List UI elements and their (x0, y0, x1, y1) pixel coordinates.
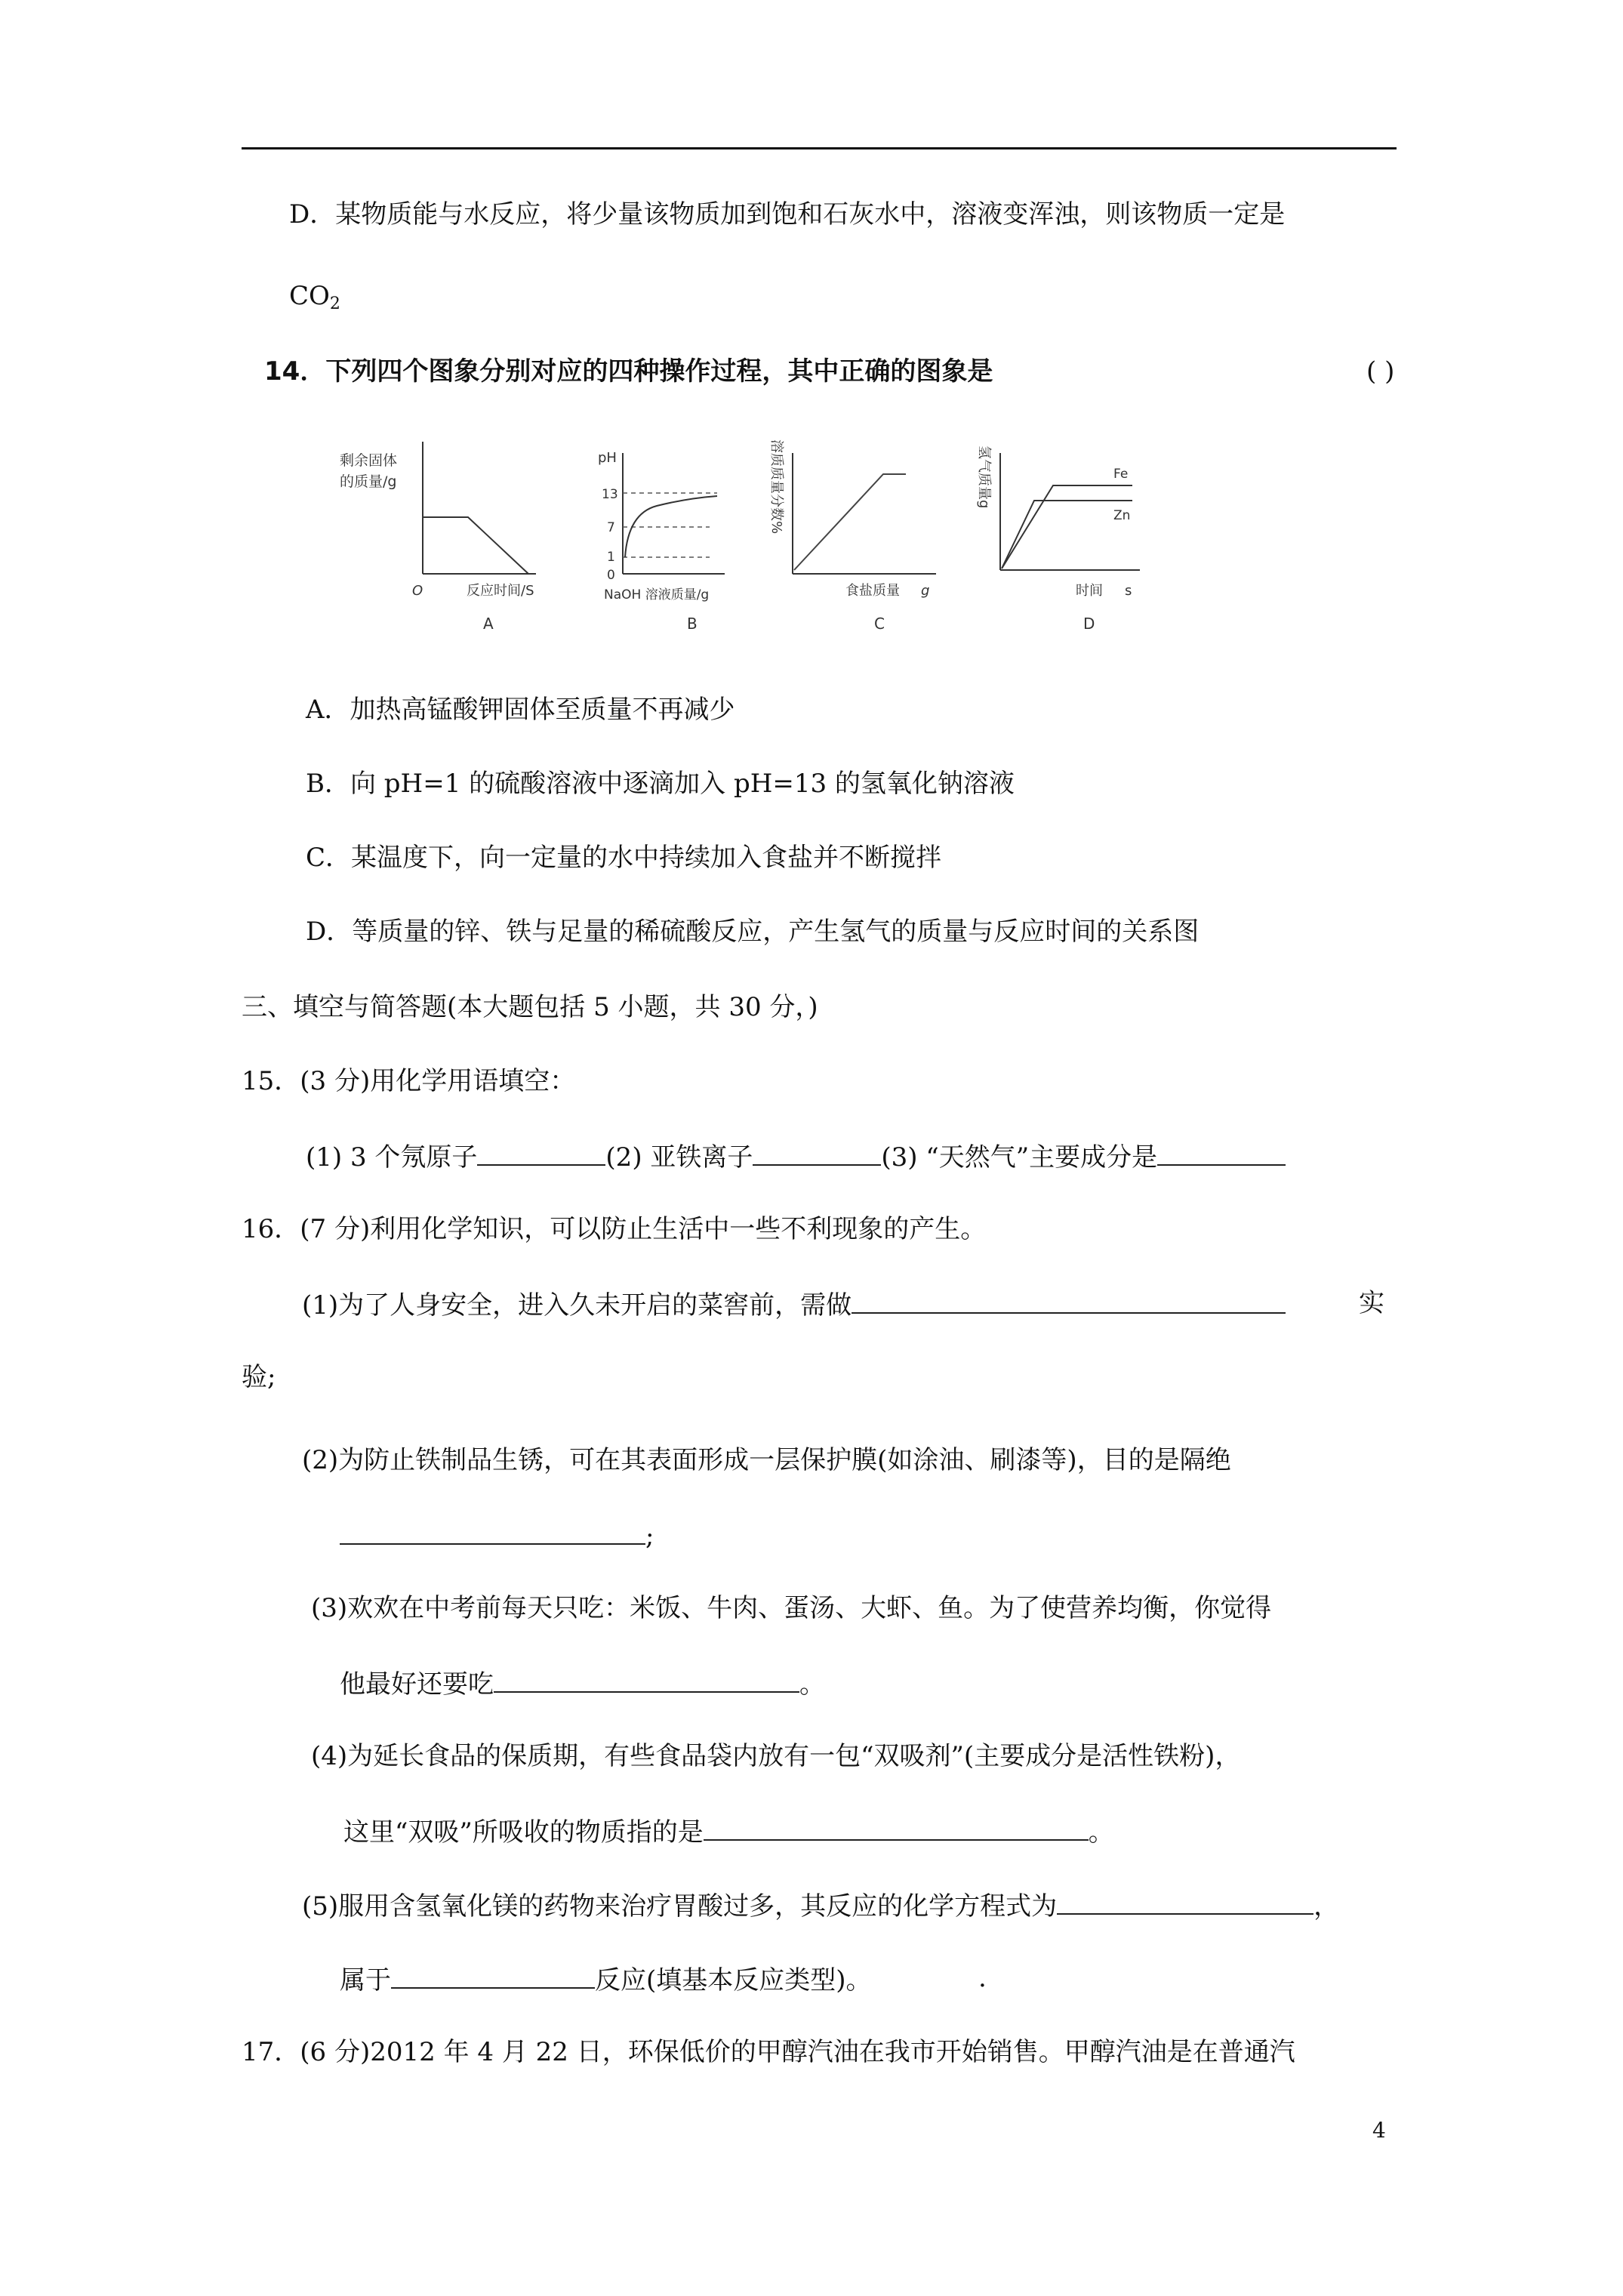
figure-d-series-zn: Zn (1113, 508, 1131, 523)
figure-a-curve (423, 517, 528, 574)
q15-part-3: (3) “天然气”主要成分是 (881, 1142, 1158, 1173)
q16-blank-6[interactable] (391, 1962, 595, 1989)
figure-b-xlabel: NaOH 溶液质量/g (604, 587, 710, 603)
q16-part-5 (302, 1888, 1339, 1923)
figure-c-curve (794, 474, 906, 570)
figure-d-caption: D (1083, 615, 1095, 633)
figure-c-caption: C (874, 615, 885, 633)
q16-part-4: (4)为延长食品的保质期，有些食品袋内放有一包“双吸剂”(主要成分是活性铁粉)， (311, 1741, 1241, 1771)
figure-b-ylabel: pH (598, 450, 617, 466)
figure-a (340, 442, 536, 633)
q16-stem: 16．(7 分)利用化学知识，可以防止生活中一些不利现象的产生。 (242, 1214, 987, 1244)
q15-part-2: (2) 亚铁离子 (605, 1142, 753, 1173)
q15-blank-2[interactable] (753, 1139, 881, 1166)
figure-c-xunit: g (921, 583, 930, 599)
q16-p5-type: 反应(填基本反应类型)。 (595, 1965, 872, 1996)
q16-part-5-line2 (340, 1962, 872, 1997)
figure-b-tick-13: 13 (602, 487, 618, 502)
q15-blank-1[interactable] (477, 1139, 605, 1166)
figure-d-ylabel: 氢气质量g (976, 445, 992, 509)
q16-p2-semicolon: ; (645, 1521, 654, 1552)
figure-b-tick-0: 0 (607, 568, 615, 583)
figure-b-caption: B (687, 615, 698, 633)
figure-d-xunit: s (1125, 583, 1132, 599)
q14-option-b: B．向 pH=1 的硫酸溶液中逐滴加入 pH=13 的氢氧化钠溶液 (306, 769, 1015, 799)
q16-blank-4[interactable] (704, 1814, 1089, 1841)
figure-a-origin: O (412, 583, 423, 599)
figure-c (768, 439, 936, 633)
q14-option-c: C．某温度下，向一定量的水中持续加入食盐并不断搅拌 (306, 843, 942, 873)
q16-blank-5[interactable] (1057, 1888, 1313, 1915)
q16-p3-period: 。 (799, 1669, 825, 1700)
section-3-title: 三、填空与简答题(本大题包括 5 小题，共 30 分，) (242, 992, 818, 1022)
co2-subscript: 2 (329, 294, 340, 313)
figure-b-curve (625, 496, 717, 557)
q16-p1-text: (1)为了人身安全，进入久未开启的菜窖前，需做 (302, 1290, 852, 1321)
figure-d-xlabel: 时间 (1076, 583, 1103, 599)
figure-a-ylabel-1: 剩余固体 (340, 452, 398, 469)
q16-part-3-line2 (340, 1666, 825, 1701)
q16-p3-text: 他最好还要吃 (340, 1669, 494, 1700)
figure-a-xlabel: 反应时间/S (467, 583, 534, 599)
q13-option-d-line2 (289, 279, 340, 321)
q14-answer-paren: ( ) (1366, 356, 1395, 387)
figure-a-caption: A (483, 615, 494, 633)
q15-blank-3[interactable] (1157, 1139, 1286, 1166)
q14-option-a: A．加热高锰酸钾固体至质量不再减少 (306, 695, 735, 725)
figure-a-ylabel-2: 的质量/g (340, 473, 397, 490)
figure-b-tick-7: 7 (607, 520, 615, 535)
q16-part-2: (2)为防止铁制品生锈，可在其表面形成一层保护膜(如涂油、刷漆等)，目的是隔绝 (302, 1445, 1231, 1475)
q16-part-2-blank-line (340, 1518, 654, 1553)
q16-p5-shuyu: 属于 (340, 1965, 391, 1996)
figure-b (598, 450, 725, 633)
q14-stem: 14．下列四个图象分别对应的四种操作过程，其中正确的图象是 (264, 356, 993, 387)
q13-option-d-line1: D．某物质能与水反应，将少量该物质加到饱和石灰水中，溶液变浑浊，则该物质一定是 (289, 199, 1286, 230)
q17-stem: 17．(6 分)2012 年 4 月 22 日，环保低价的甲醇汽油在我市开始销售。甲醇汽油是在普通汽 (242, 2037, 1295, 2067)
q16-p5-text: (5)服用含氢氧化镁的药物来治疗胃酸过多，其反应的化学方程式为 (302, 1891, 1058, 1922)
q16-blank-3[interactable] (494, 1666, 799, 1693)
q15-stem: 15．(3 分)用化学用语填空： (242, 1066, 576, 1096)
q15-parts (306, 1139, 1286, 1174)
q16-p5-comma: ， (1313, 1891, 1340, 1922)
q16-part-1 (302, 1287, 1286, 1322)
q16-blank-2[interactable] (340, 1518, 645, 1545)
q16-p1-shi: 实 (1359, 1288, 1384, 1318)
q16-p4-text: 这里“双吸”所吸收的物质指的是 (343, 1817, 704, 1848)
figure-c-ylabel: 溶质质量分数% (768, 439, 784, 535)
q16-part-3: (3)欢欢在中考前每天只吃：米饭、牛肉、蛋汤、大虾、鱼。为了使营养均衡，你觉得 (311, 1593, 1272, 1623)
q16-p5-dot: . (978, 1963, 987, 1993)
q16-p4-period: 。 (1088, 1817, 1114, 1848)
figure-b-tick-1: 1 (607, 550, 615, 565)
figure-d-series-fe: Fe (1113, 467, 1129, 482)
q16-blank-1[interactable] (852, 1287, 1286, 1314)
q14-option-d: D．等质量的锌、铁与足量的稀硫酸反应，产生氢气的质量与反应时间的关系图 (306, 917, 1200, 947)
header-rule (242, 147, 1397, 149)
q15-part-1: (1) 3 个氖原子 (306, 1142, 478, 1173)
co2-formula: CO (289, 281, 330, 311)
page-number: 4 (1372, 2118, 1386, 2143)
q16-p1-yan: 验; (242, 1362, 276, 1392)
figure-d (976, 445, 1140, 633)
figure-c-xlabel: 食盐质量 (845, 583, 900, 599)
q16-part-4-line2 (343, 1814, 1114, 1849)
q14-figures (332, 423, 1170, 649)
